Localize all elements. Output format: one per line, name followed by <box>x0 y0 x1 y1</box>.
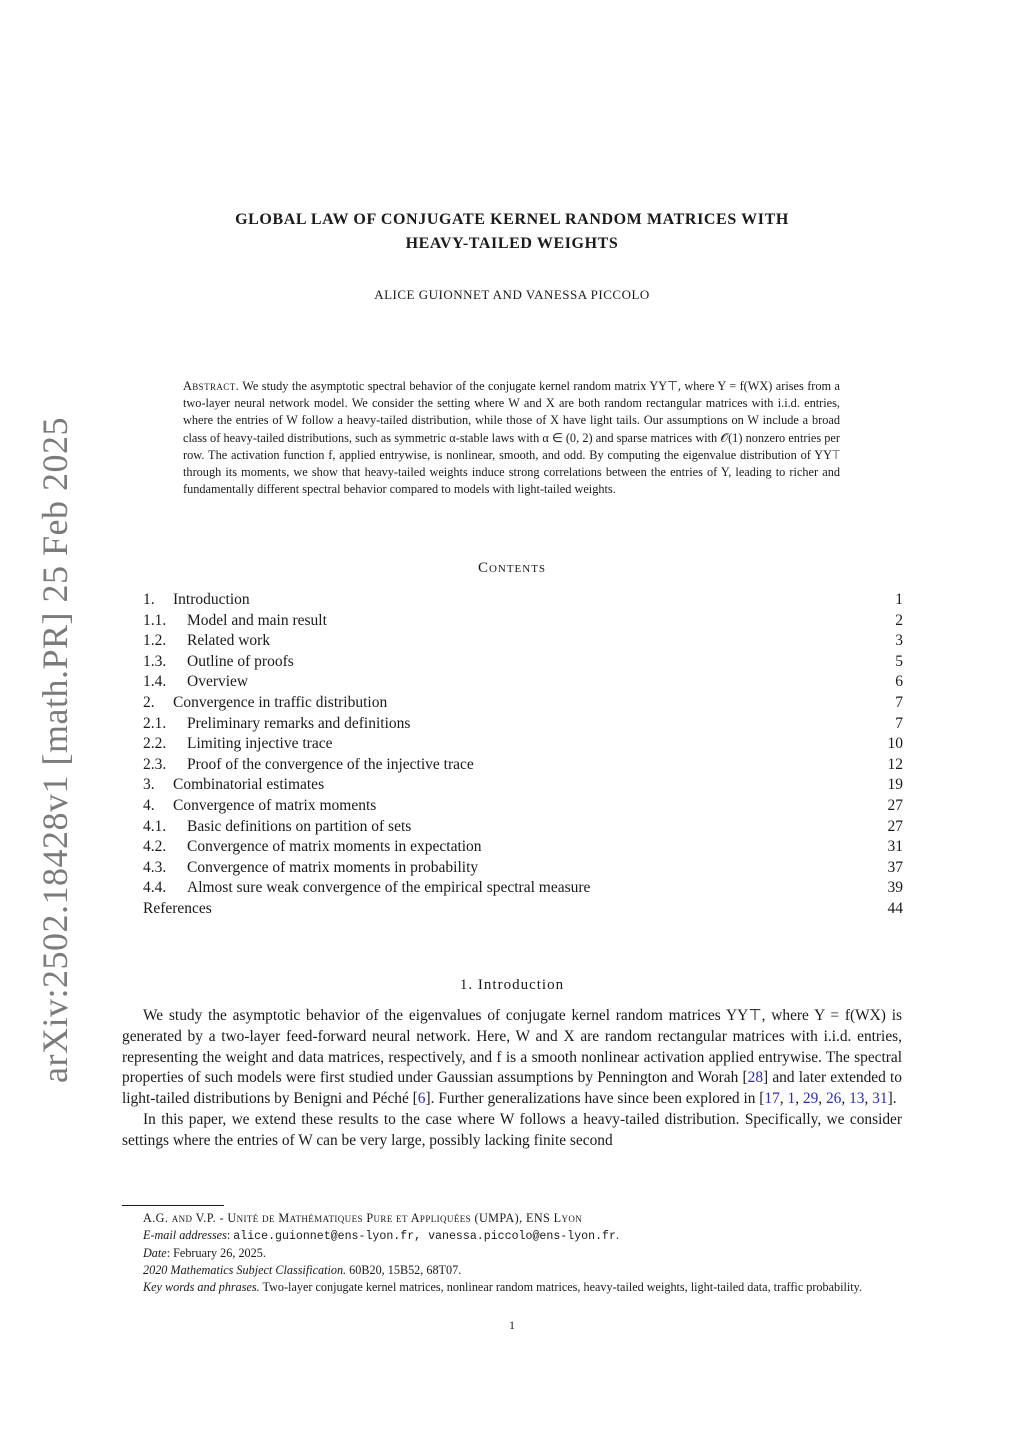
toc-entry-number: 2.3. <box>143 755 167 773</box>
toc-entry-label: Introduction <box>173 591 250 608</box>
toc-entry-page: 31 <box>887 838 903 856</box>
toc-entry-label: Outline of proofs <box>187 652 294 670</box>
toc-entry-label: Overview <box>187 673 249 691</box>
toc-entry-number: 2. <box>143 693 155 711</box>
email-addresses[interactable]: alice.guionnet@ens-lyon.fr, vanessa.piccolo@ens-lyon.fr <box>233 1230 616 1243</box>
section-1-title: 1. Introduction <box>459 977 565 993</box>
toc-entry-label: Convergence of matrix moments in expectation <box>187 838 482 856</box>
toc-entry-number: 1.4. <box>143 673 167 691</box>
keywords-line: Key words and phrases. Two-layer conjugate kernel matrices, nonlinear random matrices, heavy-tailed weights, light-tailed data, traffic probability. <box>143 1280 863 1294</box>
toc-entry-page: 6 <box>895 673 903 691</box>
date-line: Date: February 26, 2025. <box>143 1246 266 1260</box>
citation-13[interactable]: 13 <box>849 1090 865 1108</box>
toc-entry[interactable] <box>143 755 903 776</box>
toc-entry[interactable] <box>143 817 903 838</box>
toc-entry-number: 1.3. <box>143 652 167 670</box>
toc-entry-number: 4. <box>143 796 155 814</box>
toc-entry-number: 2.1. <box>143 714 167 732</box>
toc-entry-page: 7 <box>895 714 903 732</box>
toc-entry-label: Model and main result <box>187 611 327 629</box>
toc-entry-label: Convergence of matrix moments in probability <box>187 858 479 876</box>
toc-entry[interactable] <box>143 611 903 632</box>
page-number: 1 <box>509 1318 515 1332</box>
toc-entry[interactable] <box>143 899 903 920</box>
contents-heading: Contents <box>477 560 547 576</box>
toc-entry[interactable] <box>143 672 903 693</box>
toc-entry-label: Combinatorial estimates <box>173 776 325 794</box>
toc-entry-number: 1. <box>143 591 155 608</box>
toc-entry-page: 1 <box>895 591 903 608</box>
citation-26[interactable]: 26 <box>825 1090 842 1108</box>
toc-entry-number: 2.2. <box>143 735 167 753</box>
abstract-label: Abstract. <box>183 379 240 393</box>
intro-paragraph-1: We study the asymptotic behavior of the eigenvalues of conjugate kernel random matrices YY⊤, where Y = f(WX) is generated by a two-layer feed-forward neural network. Here, W and X are random rectangular matrices with i.i.d. entries, representing the weight and data matrices, respectively, and f is a smooth nonlinear activation applied entrywise. The spectral properties of such models were first studied under Gaussian assumptions by Pennington and Worah [28] and later extended to light-tailed distributions by Benigni and Péché [6]. Further generalizations have since been explored in [17, 1, 29, 26, 13, 31]. <box>122 1007 902 1108</box>
toc-entry-label: Preliminary remarks and definitions <box>187 714 411 732</box>
footnotes <box>122 1210 902 1296</box>
toc-entry[interactable] <box>143 714 903 735</box>
toc-entry-page: 2 <box>895 611 903 629</box>
toc-entry[interactable] <box>143 775 903 796</box>
toc-entry-page: 10 <box>887 735 903 753</box>
toc-entry[interactable] <box>143 858 903 879</box>
toc-entry-number: 1.1. <box>143 611 167 629</box>
citation-17[interactable]: 17 <box>764 1090 780 1108</box>
authors: ALICE GUIONNET AND VANESSA PICCOLO <box>374 287 650 302</box>
toc-entry-number: 4.4. <box>143 879 167 897</box>
toc-entry-page: 44 <box>887 899 903 917</box>
toc-entry-page: 27 <box>887 817 903 835</box>
intro-paragraph-2: In this paper, we extend these results to the case where W follows a heavy-tailed distribution. Specifically, we consider settings where the entries of W can be very large, possibly lacking finite second <box>122 1110 902 1149</box>
toc-entry[interactable] <box>143 590 903 611</box>
msc-line: 2020 Mathematics Subject Classification. 60B20, 15B52, 68T07. <box>143 1263 462 1277</box>
toc-entry-label: References <box>143 899 212 917</box>
toc-entry[interactable] <box>143 837 903 858</box>
paper-title <box>150 208 874 256</box>
toc-entry-page: 5 <box>895 652 903 670</box>
toc-entry-page: 27 <box>887 796 903 814</box>
toc-entry-page: 37 <box>887 858 903 876</box>
toc-entry[interactable] <box>143 693 903 714</box>
toc-entry[interactable] <box>143 734 903 755</box>
title-line-1: GLOBAL LAW OF CONJUGATE KERNEL RANDOM MATRICES WITH <box>235 211 789 228</box>
toc-entry-label: Limiting injective trace <box>187 735 333 753</box>
table-of-contents <box>143 590 903 920</box>
introduction-body <box>122 1006 902 1152</box>
abstract <box>183 378 840 498</box>
toc-entry-number: 4.1. <box>143 817 167 835</box>
toc-entry-page: 39 <box>887 879 903 897</box>
toc-entry[interactable] <box>143 631 903 652</box>
toc-entry[interactable] <box>143 652 903 673</box>
toc-entry-label: Convergence of matrix moments <box>173 796 377 814</box>
toc-entry-number: 1.2. <box>143 632 167 650</box>
toc-entry-page: 7 <box>895 693 903 711</box>
citation-29[interactable]: 29 <box>802 1090 819 1108</box>
citation-31[interactable]: 31 <box>872 1090 888 1108</box>
toc-entry-number: 3. <box>143 776 155 794</box>
citation-1[interactable]: 1 <box>787 1090 796 1108</box>
toc-entry-page: 19 <box>887 776 903 794</box>
toc-entry-label: Almost sure weak convergence of the empirical spectral measure <box>187 879 591 897</box>
toc-entry-page: 12 <box>887 755 903 773</box>
toc-entry-page: 3 <box>895 632 903 650</box>
citation-28[interactable]: 28 <box>747 1069 764 1087</box>
affiliation: A.G. and V.P. - Unité de Mathématiques Pure et Appliquées (UMPA), ENS Lyon <box>143 1211 583 1225</box>
title-line-2: HEAVY-TAILED WEIGHTS <box>405 235 619 252</box>
toc-entry-number: 4.2. <box>143 838 167 856</box>
toc-entry-label: Basic definitions on partition of sets <box>187 817 412 835</box>
footnote-rule <box>122 1205 224 1206</box>
abstract-text: We study the asymptotic spectral behavior of the conjugate kernel random matrix YY⊤, where Y = f(WX) arises from a two-layer neural network model. We consider the setting where W and X are both random rectangular matrices with i.i.d. entries, where the entries of W follow a heavy-tailed distribution, while those of X have light tails. Our assumptions on W include a broad class of heavy-tailed distributions, such as symmetric α-stable laws with α ∈ (0, 2) and sparse matrices with 𝒪(1) nonzero entries per row. The activation function f, applied entrywise, is nonlinear, smooth, and odd. By computing the eigenvalue distribution of YY⊤ through its moments, we show that heavy-tailed weights induce strong correlations between the entries of Y, leading to richer and fundamentally different spectral behavior compared to models with light-tailed weights. <box>183 379 841 497</box>
email-line: E-mail addresses: alice.guionnet@ens-lyon.fr, vanessa.piccolo@ens-lyon.fr. <box>143 1228 619 1243</box>
toc-entry-label: Proof of the convergence of the injective trace <box>187 755 474 773</box>
toc-entry[interactable] <box>143 878 903 899</box>
toc-entry-number: 4.3. <box>143 858 167 876</box>
toc-entry[interactable] <box>143 796 903 817</box>
arxiv-sidebar-id: arXiv:2502.18428v1 [math.PR] 25 Feb 2025 <box>35 417 75 1083</box>
citation-6[interactable]: 6 <box>417 1090 426 1108</box>
toc-entry-label: Related work <box>187 632 271 650</box>
toc-entry-label: Convergence in traffic distribution <box>173 693 388 711</box>
